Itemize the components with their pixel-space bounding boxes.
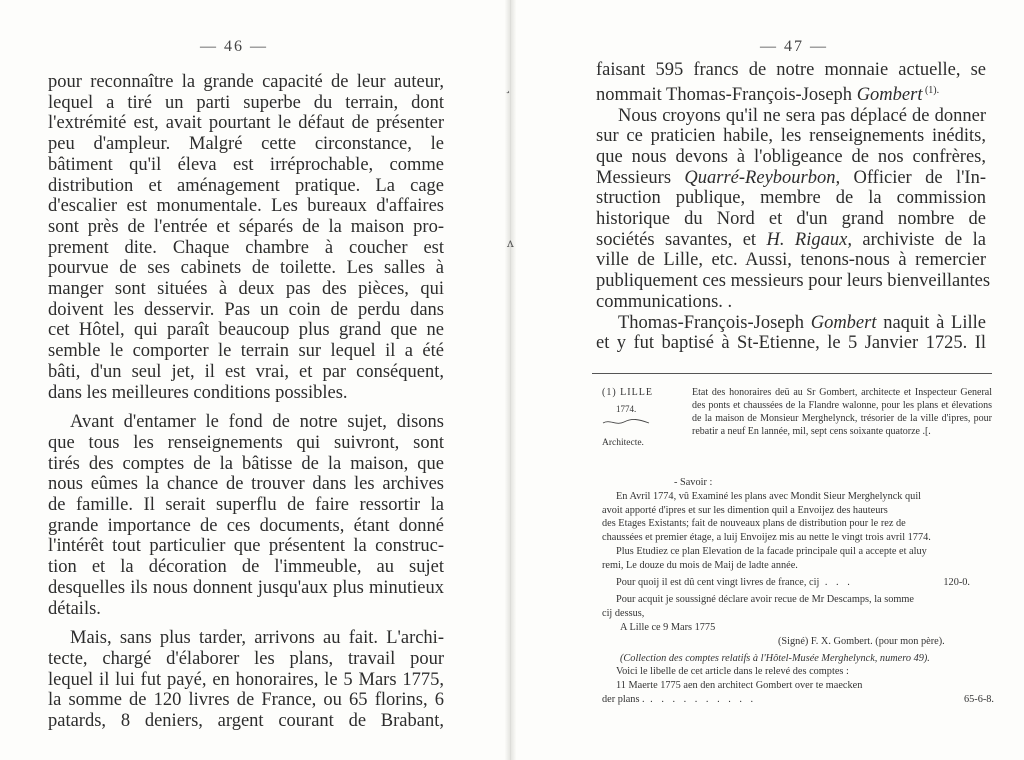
text-line: et y fut baptisé à St-Etienne, le 5 Janvier 1725. Il [596,333,986,354]
text-line: bâtiment qu'il éleva est irréprochable, comme [48,154,444,175]
left-page [0,0,505,760]
paragraph-gap [48,403,444,412]
footnote-line: avoit apporté d'ipres et sur les dimention quil a Envoijez des hauteurs [602,504,888,516]
text-line: manger sont situées à deux pas des pièces, qui [48,279,444,300]
text-line: l'intérêt tout particulier que présentent la construc- [48,536,444,557]
text-line: Avant d'entamer le fond de notre sujet, disons [70,412,444,433]
footnote-line: Pour acquit je soussigné déclare avoir recue de Mr Descamps, la somme [616,594,914,606]
text-line: dans les meilleures conditions possibles. [48,382,348,403]
footnote-releve-last: der plans . . . . . . . . . . . 65-6-8. [602,693,994,705]
footnote-releve-label: der plans . [602,693,645,705]
footnote-line: remi, Le douze du mois de Maij de ladte année. [602,559,798,571]
text-line: historique du Nord et d'un grand nombre de [596,209,986,230]
footnote-place: (1) LILLE [602,387,653,398]
text-line: Thomas-François-Joseph Gombert naquit à Lille [618,312,986,333]
text-line: communications. . [596,291,733,312]
name-rigaux: H. Rigaux, [766,229,852,250]
gutter-mark: ¸ [505,80,511,94]
left-page-body [48,72,444,732]
name-gombert: Gombert [856,84,923,105]
footnote-releve-value: 65-6-8. [963,693,994,705]
text-line: bâti, d'un seul jet, il est vrai, et par conséquent, [48,361,444,382]
footnote-line: cij dessus, [602,608,645,620]
footnote-ref: (1). [922,84,940,96]
text-line: lequel il lui fut payé, en honoraires, le 5 Mars 1775, [48,669,444,690]
right-page-body [596,60,991,354]
footnote-collection: (Collection des comptes relatifs à l'Hôtel-Musée Merghelynck, numero 49). [620,652,930,664]
text-line: Mais, sans plus tarder, arrivons au fait. L'archi- [70,628,444,649]
text-line: nous eûmes la chance de trouver dans les archives [48,474,444,495]
text-line: pour reconnaître la grande capacité de leur auteur, [48,72,444,92]
text-line: struction publique, membre de la commission [596,188,986,209]
right-page-number: — 47 — [760,38,828,55]
footnote-place-date: A Lille ce 9 Mars 1775 [620,621,716,633]
left-page-number: — 46 — [200,38,268,55]
text-line: détails. [48,598,101,619]
text-line: ville de Lille, etc. Aussi, tenons-nous à remercier [596,250,986,271]
text-line: desquelles ils nous donnent jusqu'aux plus minutieux [48,577,444,598]
ornament-flourish-icon [602,418,650,426]
footnote-rule [592,373,992,374]
text-line: que tous les renseignements qui suivront, sont [48,432,444,453]
text-line: la somme de 120 livres de France, ou 65 florins, 6 [48,690,444,711]
footnote-body [602,476,994,707]
footnote-sum-value: 120-0. [943,576,970,588]
text-line: lequel a tiré un parti superbe du terrain, dont [48,92,444,113]
name-gombert: Gombert [810,312,877,333]
text-line: pourvue de ses cabinets de toilette. Les salles à [48,258,444,279]
footnote-releve-intro: Voici le libelle de cet article dans le relevé des comptes : [616,666,849,678]
text-line: doivent les desservir. Pas un coin de perdu dans [48,299,444,320]
text-line: tirés des comptes de la bâtisse de la maison, que [48,453,444,474]
text-line: nommait Thomas-François-Joseph Gombert $^{(1).}$ [596,84,940,105]
footnote-heading: Etat des honoraires deü au Sr Gombert, architecte et Inspecteur General des ponts et chaussées de la Flandre walonne, pour les plans et élevations de la maison de Monsieur Merghelynck, trésorier de la ville d'ipres, pour rebatir a neuf En lannée, mil, sept cens soixante quatorze .[. [692,387,992,437]
text-line: sont près de l'entrée et séparés de la maison pro- [48,216,444,237]
footnote-sum-line: Pour quoij il est dû cent vingt livres de france, cij . . . 120-0. [602,576,994,590]
paragraph-gap [48,619,444,628]
text-line: faisant 595 francs de notre monnaie actuelle, se [596,60,986,80]
text-line: cet Hôtel, qui paraît beaucoup plus grand que ne [48,320,444,341]
text-line: semble le comporter le terrain sur lequel il a été [48,341,444,362]
text-line: sur ce praticien habile, les renseignements inédits, [596,126,986,147]
name-quarre-reybourbon: Quarré-Reybourbon, [684,167,841,188]
text-line: sociétés savantes, et H. Rigaux, archiviste de la [596,229,986,250]
text-line: grande importance de ces documents, étant donné [48,515,444,536]
text-line: prement dite. Chaque chambre à coucher est [48,237,444,258]
footnote-savoir: - Savoir : [674,477,713,488]
text-line: l'extrémité est, avait pourtant le défaut de présenter [48,113,444,134]
footnote-line: En Avril 1774, vû Examiné les plans avec Mondit Sieur Merghelynck quil [616,490,922,502]
gutter-mark: ʌ [507,236,514,250]
text-line: Nous croyons qu'il ne sera pas déplacé de donner [618,105,986,126]
footnote-line: chaussées et premier étage, a luij Envoijez mis au nette le vingt trois avril 1774. [602,532,931,544]
footnote-releve-line: 11 Maerte 1775 aen den architect Gombert over te maecken [616,680,863,692]
text-line: d'escalier est monumentale. Les bureaux d'affaires [48,196,444,217]
footnote-margin-label [602,386,672,450]
text-line: publiquement ces messieurs pour leurs bienveillantes [596,271,991,292]
text-line: patards, 8 deniers, argent courant de Brabant, [48,711,444,732]
text-line: de famille. Il serait superflu de faire ressortir la [48,495,444,516]
text-line: Messieurs Quarré-Reybourbon, Officier de l'In- [596,167,986,188]
footnote-signature: (Signé) F. X. Gombert. (pour mon père). [778,635,945,647]
right-page [516,0,1024,760]
text-line: que nous devons à l'obligeance de nos confrères, [596,146,986,167]
footnote-sum-label: Pour quoij il est dû cent vingt livres de france, cij [616,576,820,588]
book-gutter [505,0,516,760]
footnote-line: des Etages Existants; fait de nouveaux plans de distribution pour le rez de [602,518,906,530]
footnote-role: Architecte. [602,438,644,448]
text-line: tion et la décoration de l'immeuble, au sujet [48,557,444,578]
footnote-year: 1774. [616,404,637,414]
text-line: distribution et aménagement pratique. La cage [48,175,444,196]
footnote-line: Plus Etudiez ce plan Elevation de la facade principale quil a accepte et aluy [616,545,927,557]
text-line: tecte, chargé d'élaborer les plans, travail pour [48,648,444,669]
text-line: peu d'ampleur. Malgré cette circonstance, le [48,134,444,155]
